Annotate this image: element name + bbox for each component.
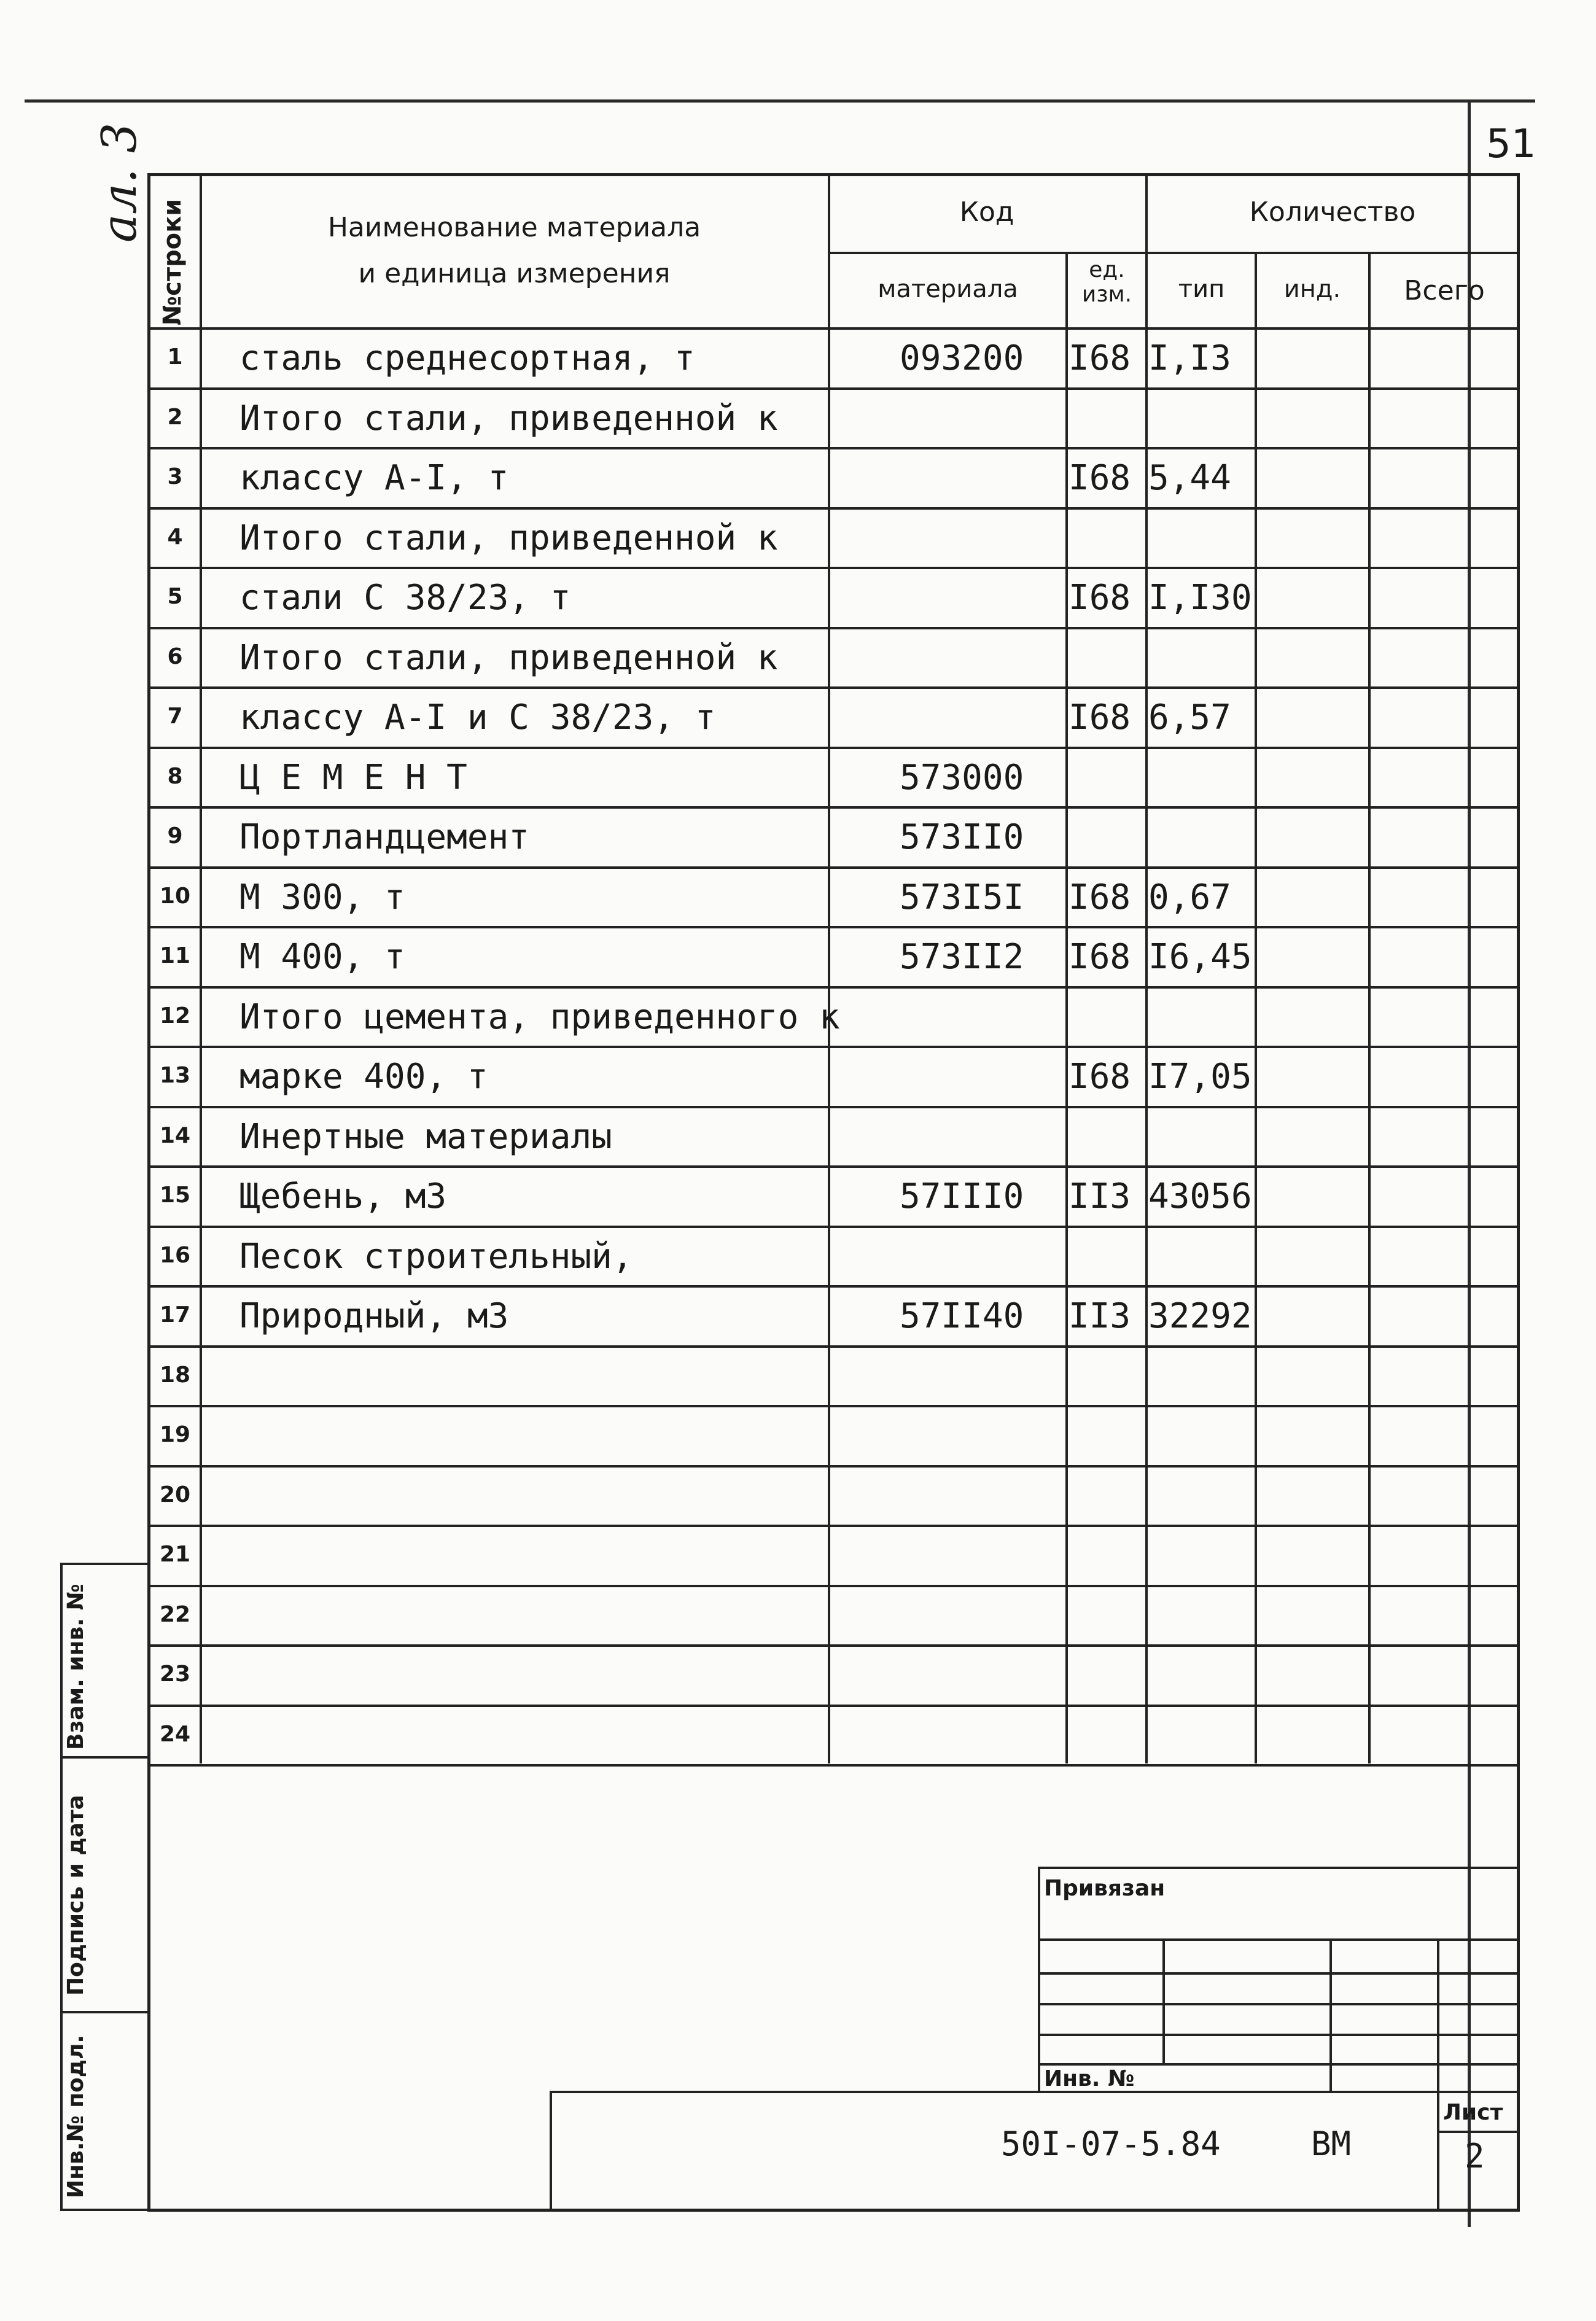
row-name: Итого стали, приведенной к <box>239 638 778 678</box>
row-divider <box>147 806 1520 809</box>
row-name: Песок строительный, <box>239 1237 633 1277</box>
row-divider <box>147 926 1520 928</box>
row-unit: I68 <box>1069 937 1131 977</box>
row-unit: II3 <box>1069 1296 1131 1336</box>
row-number: 11 <box>159 943 191 968</box>
row-number: 23 <box>159 1662 191 1687</box>
side-margin-bottom <box>60 2209 149 2211</box>
row-divider <box>147 1046 1520 1048</box>
row-number: 24 <box>159 1722 191 1747</box>
side-label-vzam: Взам. инв. № <box>63 1584 88 1750</box>
row-number: 14 <box>159 1123 191 1148</box>
row-code: 57III0 <box>900 1176 1024 1216</box>
row-name: Природный, м3 <box>239 1296 509 1336</box>
stamp-line-3 <box>1038 1972 1520 1975</box>
row-divider <box>147 1345 1520 1348</box>
row-name: М 400, т <box>239 937 405 977</box>
row-number: 13 <box>159 1063 191 1088</box>
top-border-line <box>25 99 1535 103</box>
header-unit: ед. изм. <box>1081 257 1132 307</box>
row-number: 6 <box>167 644 183 669</box>
row-divider <box>147 1226 1520 1228</box>
side-margin-line <box>60 1563 63 2210</box>
header-mid-line <box>828 252 1520 254</box>
row-divider <box>147 387 1520 390</box>
stamp-line-5 <box>1038 2034 1520 2036</box>
row-number: 18 <box>159 1363 191 1388</box>
row-unit: II3 <box>1069 1176 1131 1216</box>
row-code: 573II2 <box>900 937 1024 977</box>
stamp-privyazan: Привязан <box>1044 1876 1166 1901</box>
row-number: 4 <box>167 524 183 550</box>
stamp-doc-number: 50I-07-5.84 <box>1001 2125 1221 2163</box>
page-number: 51 <box>1486 122 1536 167</box>
row-divider <box>147 507 1520 510</box>
col-line-ind <box>1368 252 1371 1763</box>
stamp-line-2 <box>1038 1938 1520 1941</box>
row-qty-type: 32292 <box>1148 1296 1252 1336</box>
row-name: марке 400, т <box>239 1057 488 1097</box>
row-number: 3 <box>167 464 183 489</box>
row-divider <box>147 447 1520 449</box>
row-qty-type: 6,57 <box>1148 698 1231 737</box>
stamp-sheet-label: Лист <box>1443 2100 1503 2125</box>
row-number: 8 <box>167 764 183 789</box>
row-divider <box>147 1525 1520 1527</box>
row-name: Итого стали, приведенной к <box>239 518 778 558</box>
row-qty-type: 43056 <box>1148 1176 1252 1216</box>
row-number: 12 <box>159 1003 191 1028</box>
row-number: 16 <box>159 1243 191 1268</box>
row-number: 17 <box>159 1302 191 1328</box>
row-divider <box>147 627 1520 629</box>
side-label-inv-podl: Инв.№ подл. <box>63 2034 88 2198</box>
row-unit: I68 <box>1069 578 1131 618</box>
stamp-doc-code: ВМ <box>1311 2125 1352 2163</box>
header-material: материала <box>878 275 1018 303</box>
row-number: 20 <box>159 1482 191 1507</box>
stamp-main-left <box>550 2091 552 2210</box>
col-line-type <box>1255 252 1257 1763</box>
handwritten-note: ал. 3 <box>92 122 147 243</box>
row-divider <box>147 747 1520 749</box>
row-code: 093200 <box>900 338 1024 378</box>
row-divider <box>147 866 1520 869</box>
row-code: 57II40 <box>900 1296 1024 1336</box>
stamp-left-line <box>1038 1867 1040 2091</box>
row-number: 5 <box>167 584 183 609</box>
stamp-line-6 <box>1038 2063 1520 2066</box>
row-number: 22 <box>159 1602 191 1627</box>
row-code: 573II0 <box>900 817 1024 857</box>
stamp-inv-no: Инв. № <box>1044 2066 1135 2091</box>
row-code: 573I5I <box>900 877 1024 917</box>
stamp-vline-1 <box>1162 1938 1165 2063</box>
row-name: Портландцемент <box>239 817 530 857</box>
header-total: Всего <box>1404 275 1485 306</box>
side-margin-divider-1 <box>60 1756 149 1759</box>
row-divider <box>147 1705 1520 1707</box>
row-unit: I68 <box>1069 1057 1131 1097</box>
header-quantity: Количество <box>1249 196 1416 228</box>
row-code: 573000 <box>900 758 1024 798</box>
row-divider <box>147 1764 1520 1767</box>
row-name: Щебень, м3 <box>239 1176 447 1216</box>
row-qty-type: 5,44 <box>1148 458 1231 498</box>
row-unit: I68 <box>1069 338 1131 378</box>
row-name: классу А-I, т <box>239 458 509 498</box>
row-divider <box>147 1285 1520 1288</box>
row-divider <box>147 1465 1520 1468</box>
header-bottom-line <box>147 327 1520 330</box>
row-name: Итого стали, приведенной к <box>239 398 778 438</box>
row-number: 1 <box>167 344 183 370</box>
row-divider <box>147 986 1520 989</box>
row-divider <box>147 1585 1520 1587</box>
row-qty-type: I7,05 <box>1148 1057 1252 1097</box>
row-name: стали С 38/23, т <box>239 578 571 618</box>
row-qty-type: I,I3 <box>1148 338 1231 378</box>
row-name: Инертные материалы <box>239 1117 612 1157</box>
stamp-sheet-divider <box>1437 2131 1520 2133</box>
row-qty-type: I6,45 <box>1148 937 1252 977</box>
row-number: 9 <box>167 823 183 849</box>
row-number: 15 <box>159 1183 191 1208</box>
row-divider <box>147 1165 1520 1168</box>
row-divider <box>147 686 1520 689</box>
row-number: 10 <box>159 884 191 909</box>
row-name: М 300, т <box>239 877 405 917</box>
stamp-main-top <box>550 2091 1520 2093</box>
row-number: 21 <box>159 1542 191 1567</box>
row-unit: I68 <box>1069 458 1131 498</box>
header-type: тип <box>1178 275 1225 303</box>
side-label-podpis: Подпись и дата <box>63 1795 88 1996</box>
stamp-vline-2 <box>1329 1938 1332 2091</box>
stamp-sheet-number: 2 <box>1465 2137 1485 2175</box>
header-row-number: №строки <box>158 198 187 325</box>
row-name: Итого цемента, приведенного к <box>239 997 840 1037</box>
header-name-line2: и единица измерения <box>358 258 671 289</box>
row-unit: I68 <box>1069 698 1131 737</box>
row-number: 2 <box>167 405 183 430</box>
col-line-code <box>1065 252 1068 1763</box>
row-divider <box>147 1644 1520 1647</box>
stamp-vline-3 <box>1437 1938 1439 2212</box>
row-divider <box>147 567 1520 569</box>
row-qty-type: I,I30 <box>1148 578 1252 618</box>
stamp-top-line <box>1038 1867 1520 1869</box>
row-name: сталь среднесортная, т <box>239 338 695 378</box>
row-divider <box>147 1106 1520 1108</box>
header-ind: инд. <box>1283 275 1341 303</box>
row-number: 19 <box>159 1422 191 1447</box>
side-margin-divider-2 <box>60 2011 149 2013</box>
stamp-line-4 <box>1038 2003 1520 2005</box>
side-margin-top <box>60 1563 149 1565</box>
header-code: Код <box>959 196 1014 228</box>
row-qty-type: 0,67 <box>1148 877 1231 917</box>
row-unit: I68 <box>1069 877 1131 917</box>
row-name: Ц Е М Е Н Т <box>239 758 467 798</box>
row-name: классу А-I и С 38/23, т <box>239 698 716 737</box>
row-divider <box>147 1405 1520 1407</box>
row-number: 7 <box>167 704 183 729</box>
header-name-line1: Наименование материала <box>327 212 701 243</box>
